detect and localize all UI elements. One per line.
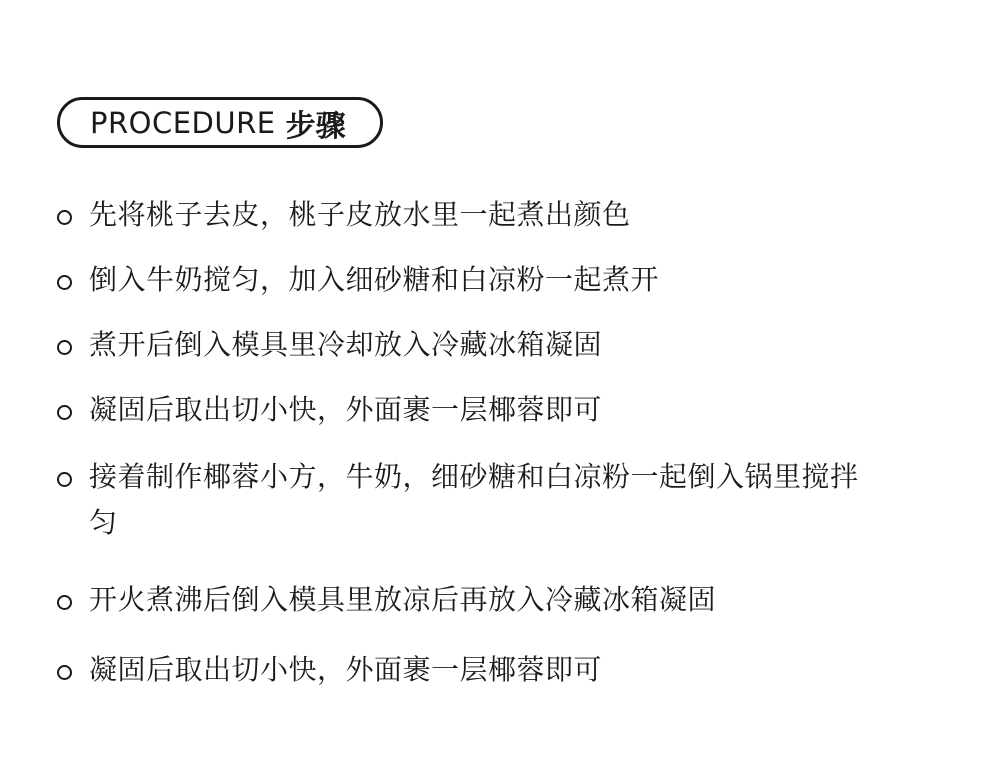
header-title-en: PROCEDURE [90,105,276,140]
step-item [57,584,897,623]
step-text: 煮开后倒入模具里冷却放入冷藏冰箱凝固 [89,328,603,361]
circle-bullet-icon [57,210,72,225]
circle-bullet-icon [57,405,72,420]
step-item [57,461,897,546]
step-text: 倒入牛奶搅匀，加入细砂糖和白凉粉一起煮开 [89,263,660,296]
step-item [57,199,897,238]
step-text: 接着制作椰蓉小方，牛奶，细砂糖和白凉粉一起倒入锅里搅拌匀 [89,460,859,539]
circle-bullet-icon [57,472,72,487]
circle-bullet-icon [57,275,72,290]
step-item [57,329,897,368]
circle-bullet-icon [57,595,72,610]
step-text: 凝固后取出切小快，外面裹一层椰蓉即可 [89,653,603,686]
procedure-header [57,97,383,148]
step-item [57,654,897,693]
step-text: 凝固后取出切小快，外面裹一层椰蓉即可 [89,393,603,426]
circle-bullet-icon [57,340,72,355]
step-item [57,264,897,303]
header-title-zh: 步骤 [285,108,346,144]
step-item [57,394,897,433]
step-text: 开火煮沸后倒入模具里放凉后再放入冷藏冰箱凝固 [89,583,717,616]
circle-bullet-icon [57,665,72,680]
step-text: 先将桃子去皮，桃子皮放水里一起煮出颜色 [89,198,631,231]
